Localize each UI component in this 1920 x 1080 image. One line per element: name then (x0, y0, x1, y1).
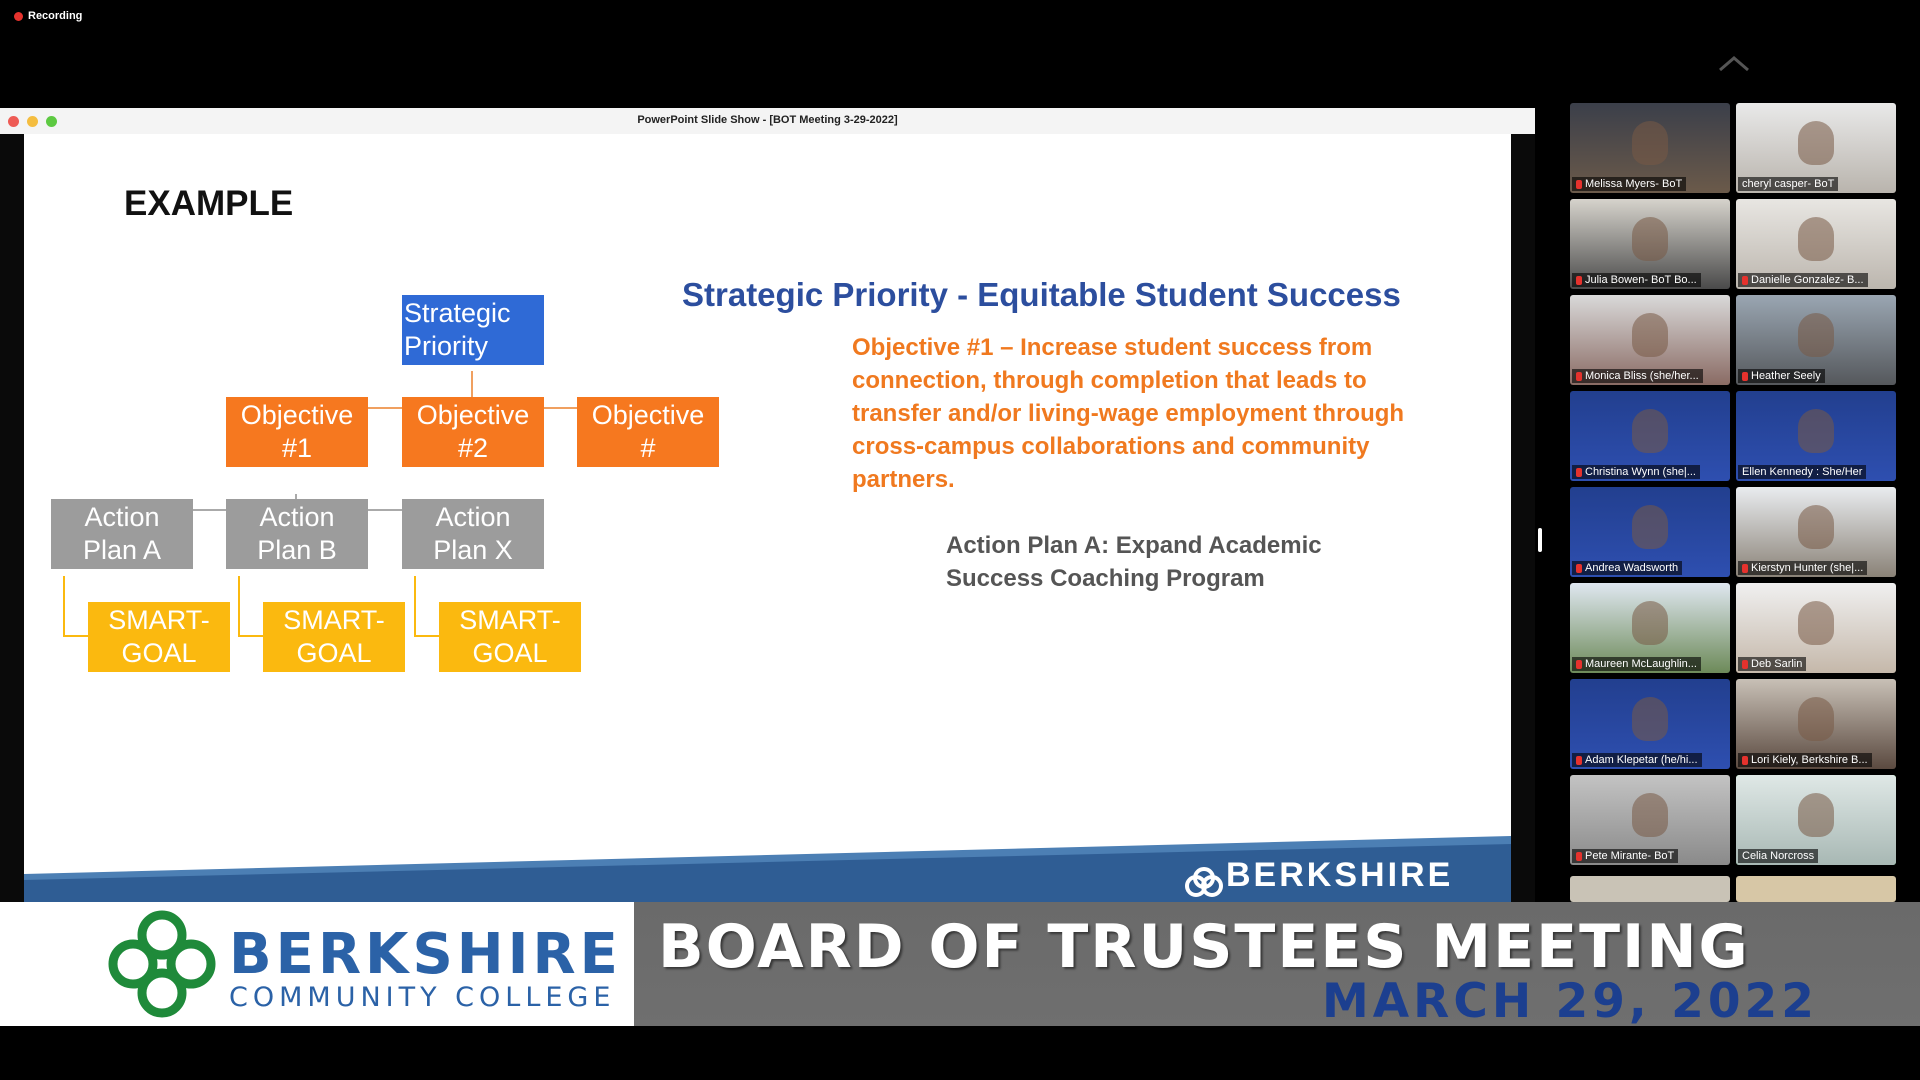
objective-description: Objective #1 – Increase student success from connection, through completion that leads to transfer and/or living-wage employment through cross-campus collaborations and community partners. (852, 334, 1405, 493)
participant-name (1738, 561, 1867, 575)
participant-name (1738, 177, 1838, 191)
muted-mic-icon (1742, 660, 1748, 669)
participant-silhouette-icon (1632, 121, 1668, 165)
box-line: GOAL (472, 638, 548, 668)
participant-name (1572, 849, 1678, 863)
muted-mic-icon (1576, 756, 1582, 765)
participant-silhouette-icon (1798, 313, 1834, 357)
college-logo-word: BERKSHIRE (229, 922, 622, 987)
muted-mic-icon (1576, 564, 1582, 573)
participant-tile[interactable] (1570, 487, 1730, 577)
participant-silhouette-icon (1798, 793, 1834, 837)
action-plan-box (226, 499, 368, 569)
participant-silhouette-icon (1632, 697, 1668, 741)
participant-tile[interactable] (1736, 679, 1896, 769)
box-line: SMART- (459, 605, 561, 635)
objective-box (577, 397, 719, 467)
muted-mic-icon (1576, 276, 1582, 285)
participant-name (1572, 465, 1700, 479)
participant-name (1738, 753, 1872, 767)
box-line: Plan A (82, 535, 162, 565)
participant-name (1738, 465, 1866, 479)
participant-silhouette-icon (1798, 409, 1834, 453)
participant-name-text: Kierstyn Hunter (she|... (1751, 562, 1864, 574)
participant-name-text: Adam Klepetar (he/hi... (1585, 754, 1698, 766)
participant-silhouette-icon (1632, 313, 1668, 357)
pane-resize-handle[interactable] (1538, 528, 1542, 552)
objective-box (402, 397, 544, 467)
participant-name (1738, 657, 1806, 671)
box-line: #2 (457, 433, 489, 463)
box-line: GOAL (296, 638, 372, 668)
box-line: SMART- (283, 605, 385, 635)
window-title: PowerPoint Slide Show - [BOT Meeting 3-29-2022] (637, 114, 898, 126)
participant-name (1738, 849, 1818, 863)
participant-tile[interactable] (1736, 487, 1896, 577)
participant-name-text: Maureen McLaughlin... (1585, 658, 1697, 670)
chevron-up-icon[interactable] (1716, 54, 1752, 74)
action-plan-box (402, 499, 544, 569)
participant-name-text: Danielle Gonzalez- B... (1751, 274, 1864, 286)
slide (24, 134, 1511, 902)
participant-name (1738, 273, 1868, 287)
participant-tile[interactable] (1570, 295, 1730, 385)
box-line: Action (435, 502, 511, 532)
participant-name (1572, 561, 1682, 575)
participant-silhouette-icon (1632, 793, 1668, 837)
participant-name (1572, 753, 1702, 767)
participant-silhouette-icon (1798, 217, 1834, 261)
window-titlebar (0, 108, 1535, 135)
muted-mic-icon (1576, 180, 1582, 189)
smart-goal-box (439, 602, 581, 672)
box-line: Action (84, 502, 160, 532)
participant-silhouette-icon (1632, 505, 1668, 549)
participant-tile[interactable] (1570, 199, 1730, 289)
participant-tile[interactable] (1736, 199, 1896, 289)
participant-tile[interactable] (1570, 679, 1730, 769)
slide-left-border (0, 134, 24, 902)
participant-name-text: cheryl casper- BoT (1742, 178, 1835, 190)
muted-mic-icon (1742, 756, 1748, 765)
participant-name (1572, 273, 1701, 287)
participant-tile[interactable] (1736, 295, 1896, 385)
slide-heading: EXAMPLE (124, 184, 294, 223)
smart-goal-box (263, 602, 405, 672)
participant-silhouette-icon (1632, 217, 1668, 261)
muted-mic-icon (1576, 468, 1582, 477)
college-logo-panel (0, 902, 634, 1026)
participant-silhouette-icon (1798, 121, 1834, 165)
recording-indicator (14, 10, 82, 22)
slideshow-window (0, 108, 1535, 902)
box-line: Strategic (404, 298, 511, 328)
berkshire-knot-logo-icon (104, 907, 220, 1021)
participant-name-text: Monica Bliss (she/her... (1585, 370, 1699, 382)
muted-mic-icon (1576, 852, 1582, 861)
participant-tile[interactable] (1570, 103, 1730, 193)
box-line: SMART- (108, 605, 210, 635)
muted-mic-icon (1742, 372, 1748, 381)
participant-name (1572, 657, 1701, 671)
participant-name-text: Deb Sarlin (1751, 658, 1803, 670)
box-line: Objective (240, 400, 354, 430)
recording-label: Recording (28, 10, 83, 22)
box-line: Action (259, 502, 335, 532)
participant-name-text: Christina Wynn (she|... (1585, 466, 1696, 478)
participant-name (1572, 177, 1686, 191)
participant-name-text: Lori Kiely, Berkshire B... (1751, 754, 1868, 766)
participant-tile[interactable] (1736, 775, 1896, 865)
muted-mic-icon (1576, 372, 1582, 381)
participant-name-text: Andrea Wadsworth (1585, 562, 1679, 574)
smart-goal-box (88, 602, 230, 672)
box-line: #1 (281, 433, 313, 463)
meeting-title-panel (634, 902, 1920, 1029)
participant-silhouette-icon (1798, 697, 1834, 741)
participant-tile[interactable] (1570, 775, 1730, 865)
participant-name-text: Pete Mirante- BoT (1585, 850, 1675, 862)
strategic-priority-title: Strategic Priority - Equitable Student Success (682, 276, 1401, 313)
box-line: GOAL (121, 638, 197, 668)
participant-tile-partial[interactable] (1570, 876, 1730, 902)
muted-mic-icon (1742, 276, 1748, 285)
meeting-title: BOARD OF TRUSTEES MEETING (658, 912, 1750, 982)
participant-silhouette-icon (1632, 409, 1668, 453)
participant-name-text: Heather Seely (1751, 370, 1821, 382)
college-logo-subtitle: COMMUNITY COLLEGE (229, 982, 616, 1013)
participant-name (1572, 369, 1703, 383)
participant-tile[interactable] (1736, 583, 1896, 673)
meeting-date: MARCH 29, 2022 (1322, 974, 1818, 1029)
participant-tile[interactable] (1736, 391, 1896, 481)
action-plan-box (51, 499, 193, 569)
box-line: Plan X (433, 535, 513, 565)
participant-silhouette-icon (1798, 601, 1834, 645)
box-line: Objective (416, 400, 530, 430)
slide-footer-logo-text: BERKSHIRE (1226, 856, 1454, 894)
muted-mic-icon (1576, 660, 1582, 669)
participant-name-text: Melissa Myers- BoT (1585, 178, 1683, 190)
participant-tile-partial[interactable] (1736, 876, 1896, 902)
participant-gallery (1565, 103, 1895, 903)
participant-tile[interactable] (1570, 583, 1730, 673)
box-line: # (640, 433, 656, 463)
box-line: Plan B (257, 535, 337, 565)
recording-dot-icon (14, 12, 23, 21)
action-plan-description: Action Plan A: Expand Academic Success Coaching Program (946, 532, 1322, 592)
muted-mic-icon (1742, 564, 1748, 573)
participant-name-text: Ellen Kennedy : She/Her (1742, 466, 1863, 478)
participant-name (1738, 369, 1825, 383)
participant-name-text: Celia Norcross (1742, 850, 1815, 862)
box-line: Objective (591, 400, 705, 430)
slide-right-border (1511, 134, 1535, 902)
participant-silhouette-icon (1632, 601, 1668, 645)
participant-name-text: Julia Bowen- BoT Bo... (1585, 274, 1697, 286)
strategic-priority-box (402, 295, 544, 365)
participant-tile[interactable] (1570, 391, 1730, 481)
objective-box (226, 397, 368, 467)
participant-silhouette-icon (1798, 505, 1834, 549)
box-line: Priority (404, 331, 489, 361)
participant-tile[interactable] (1736, 103, 1896, 193)
